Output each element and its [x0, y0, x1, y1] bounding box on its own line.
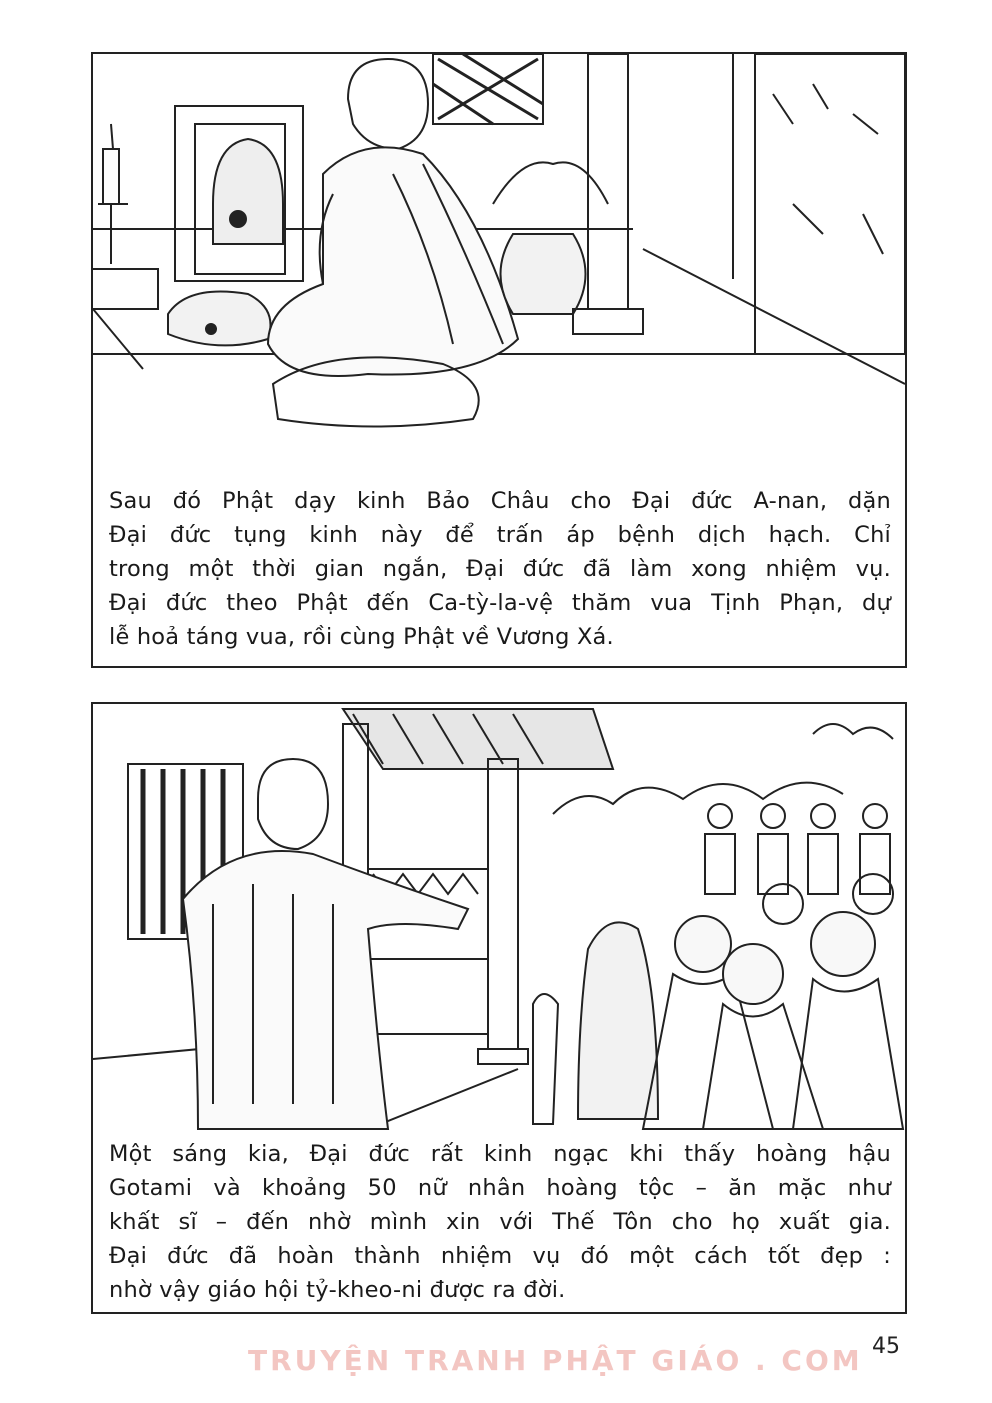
- caption-line: Đại đức theo Phật đến Ca-tỳ-la-vệ thăm vua Tịnh Phạn, dự: [109, 590, 891, 616]
- illustration-monk-ringing-bell: [93, 54, 905, 466]
- caption-line: Một sáng kia, Đại đức rất kinh ngạc khi thấy hoàng hậu: [109, 1141, 891, 1167]
- comic-panel-1: [91, 52, 907, 668]
- caption-line: Đại đức đã hoàn thành nhiệm vụ đó một cách tốt đẹp :: [109, 1243, 891, 1269]
- caption-line: khất sĩ – đến nhờ mình xin với Thế Tôn cho họ xuất gia.: [109, 1209, 891, 1235]
- ordination-scene-drawing: [93, 704, 905, 1134]
- caption-line: Đại đức tụng kinh này để trấn áp bệnh dịch hạch. Chỉ: [109, 522, 891, 548]
- caption-line: trong một thời gian ngắn, Đại đức đã làm xong nhiệm vụ.: [109, 556, 891, 582]
- caption-panel-2: [109, 1137, 891, 1307]
- caption-line: Gotami và khoảng 50 nữ nhân hoàng tộc – ăn mặc như: [109, 1175, 891, 1201]
- bell-scene-drawing: [93, 54, 905, 466]
- caption-line: Sau đó Phật dạy kinh Bảo Châu cho Đại đức A-nan, dặn: [109, 488, 891, 514]
- comic-panel-2: [91, 702, 907, 1314]
- page-number: 45: [872, 1334, 900, 1359]
- illustration-monk-and-women: [93, 704, 905, 1134]
- caption-line: lễ hoả táng vua, rồi cùng Phật về Vương Xá.: [109, 624, 614, 650]
- caption-line: nhờ vậy giáo hội tỷ-kheo-ni được ra đời.: [109, 1277, 566, 1303]
- caption-panel-1: [109, 484, 891, 654]
- watermark-text: TRUYỆN TRANH PHẬT GIÁO . COM: [248, 1344, 863, 1377]
